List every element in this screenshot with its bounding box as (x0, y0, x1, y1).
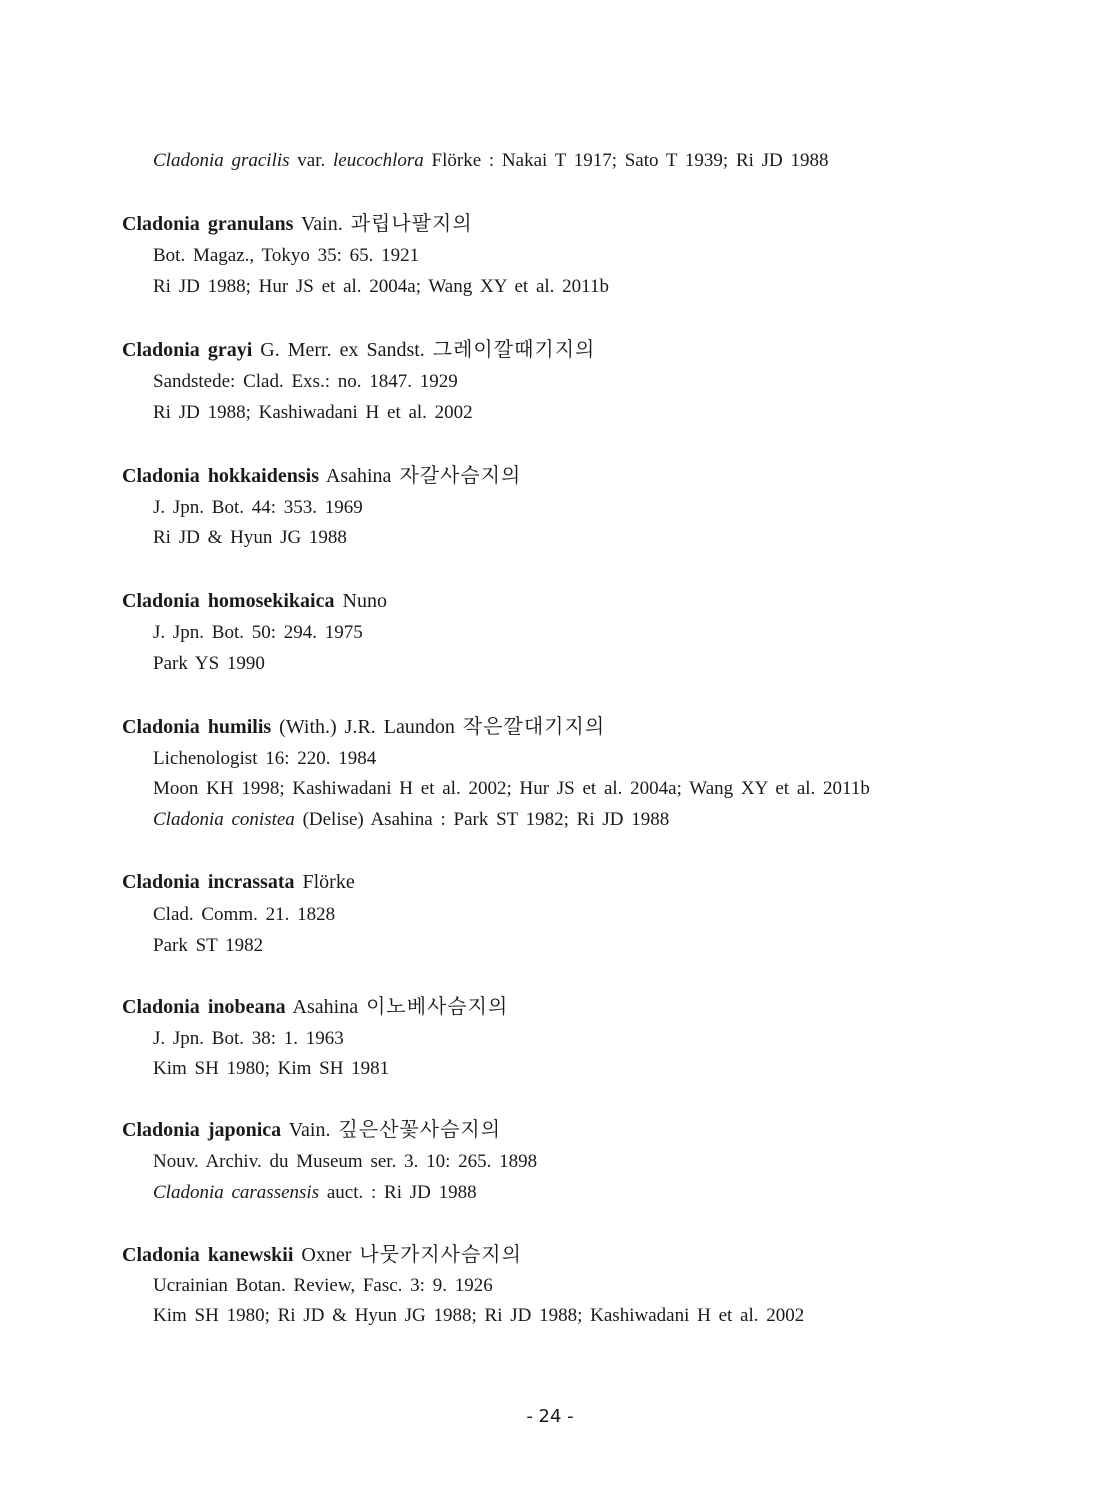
genus-name: Cladonia (122, 1244, 200, 1266)
species-heading (122, 589, 387, 613)
references-line: Ri JD 1988; Kashiwadani H et al. 2002 (153, 402, 473, 423)
references-line: Ri JD & Hyun JG 1988 (153, 527, 347, 548)
species-author: Oxner (301, 1244, 352, 1266)
species-author: Vain. (301, 213, 343, 235)
references-line: Kim SH 1980; Ri JD & Hyun JG 1988; Ri JD 1988; Kashiwadani H et al. 2002 (153, 1305, 805, 1326)
species-heading (122, 994, 508, 1019)
species-author: Vain. (288, 1119, 331, 1141)
synonym-rest: (Delise) Asahina : Park ST 1982; Ri JD 1988 (302, 809, 670, 830)
species-author: Asahina (325, 465, 392, 487)
genus-name: Cladonia (122, 1119, 200, 1141)
references-line: Park ST 1982 (153, 935, 264, 956)
genus-name: Cladonia (122, 213, 200, 235)
synonym-infra: leucochlora (333, 150, 424, 171)
synonym-rank: var. (297, 150, 326, 171)
synonym-name: Cladonia carassensis (153, 1182, 320, 1203)
species-heading (122, 870, 355, 894)
species-heading (122, 714, 605, 739)
references-line: Kim SH 1980; Kim SH 1981 (153, 1058, 390, 1079)
species-heading (122, 211, 473, 236)
genus-name: Cladonia (122, 996, 200, 1018)
species-epithet: hokkaidensis (207, 465, 319, 487)
korean-name: 그레이깔때기지의 (432, 337, 596, 361)
synonym-rest: Flörke : Nakai T 1917; Sato T 1939; Ri JD 1988 (431, 150, 829, 171)
publication-line: Sandstede: Clad. Exs.: no. 1847. 1929 (153, 371, 458, 392)
species-heading (122, 1117, 501, 1142)
species-epithet: grayi (207, 339, 253, 361)
publication-line: Nouv. Archiv. du Museum ser. 3. 10: 265. 1898 (153, 1151, 538, 1172)
publication-line: Lichenologist 16: 220. 1984 (153, 748, 377, 769)
korean-name: 깊은산꽃사슴지의 (338, 1117, 502, 1141)
synonym-rest: auct. : Ri JD 1988 (326, 1182, 477, 1203)
species-heading (122, 337, 595, 362)
species-epithet: japonica (207, 1119, 282, 1141)
synonym-line (153, 149, 829, 173)
synonym-name: Cladonia gracilis (153, 150, 290, 171)
species-heading (122, 463, 521, 488)
korean-name: 과립나팔지의 (350, 211, 473, 235)
synonym-line (153, 808, 669, 832)
korean-name: 작은깔대기지의 (462, 714, 606, 738)
species-epithet: kanewskii (207, 1244, 294, 1266)
korean-name: 이노베사슴지의 (366, 994, 509, 1018)
publication-line: J. Jpn. Bot. 38: 1. 1963 (153, 1028, 344, 1049)
genus-name: Cladonia (122, 716, 200, 738)
species-epithet: homosekikaica (207, 590, 335, 612)
publication-line: Ucrainian Botan. Review, Fasc. 3: 9. 1926 (153, 1275, 493, 1296)
species-epithet: granulans (207, 213, 294, 235)
references-line: Ri JD 1988; Hur JS et al. 2004a; Wang XY et al. 2011b (153, 276, 609, 297)
page-number: - 24 - (526, 1406, 574, 1427)
species-author: Nuno (342, 590, 387, 612)
publication-line: Clad. Comm. 21. 1828 (153, 904, 336, 925)
species-author: (With.) J.R. Laundon (279, 716, 455, 738)
species-epithet: humilis (207, 716, 272, 738)
species-epithet: inobeana (207, 996, 286, 1018)
publication-line: J. Jpn. Bot. 44: 353. 1969 (153, 497, 363, 518)
species-epithet: incrassata (207, 871, 295, 893)
species-author: G. Merr. ex Sandst. (260, 339, 425, 361)
genus-name: Cladonia (122, 871, 200, 893)
korean-name: 나뭇가지사슴지의 (359, 1242, 522, 1266)
species-author: Asahina (292, 996, 359, 1018)
references-line: Moon KH 1998; Kashiwadani H et al. 2002; Hur JS et al. 2004a; Wang XY et al. 2011b (153, 778, 870, 799)
genus-name: Cladonia (122, 465, 200, 487)
publication-line: Bot. Magaz., Tokyo 35: 65. 1921 (153, 245, 420, 266)
species-heading (122, 1242, 522, 1267)
genus-name: Cladonia (122, 339, 200, 361)
genus-name: Cladonia (122, 590, 200, 612)
synonym-line (153, 1181, 477, 1205)
species-author: Flörke (302, 871, 355, 893)
publication-line: J. Jpn. Bot. 50: 294. 1975 (153, 622, 363, 643)
references-line: Park YS 1990 (153, 653, 265, 674)
korean-name: 자갈사슴지의 (399, 463, 522, 487)
synonym-name: Cladonia conistea (153, 809, 295, 830)
